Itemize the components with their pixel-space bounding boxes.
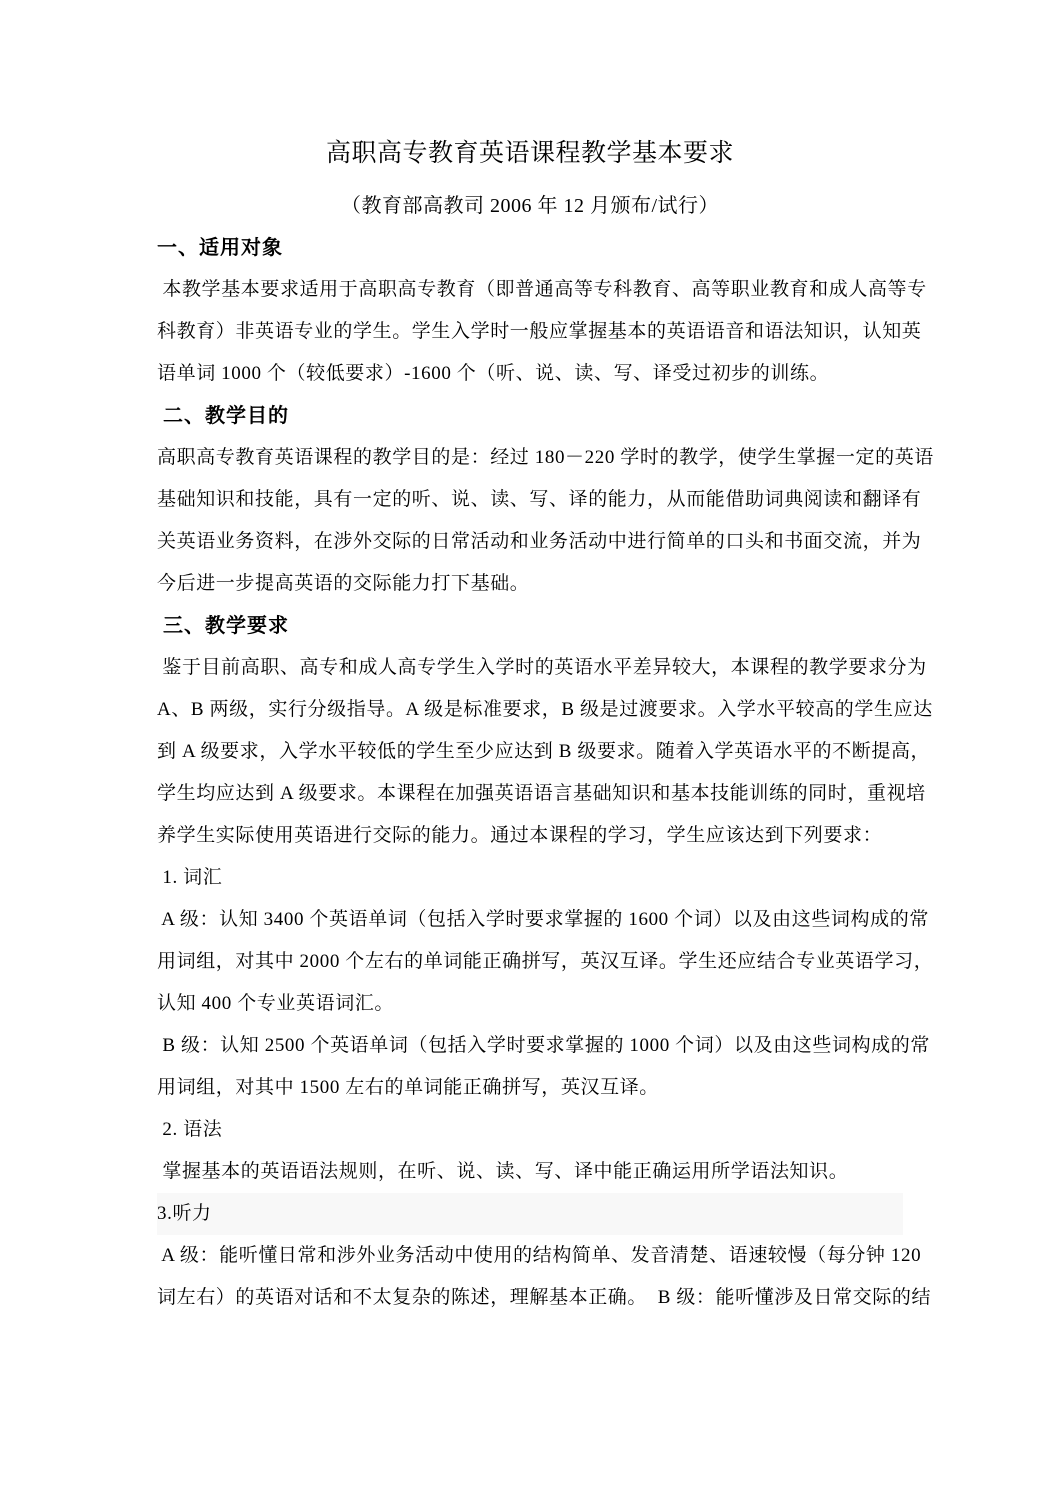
text-line: A 级：认知 3400 个英语单词（包括入学时要求掌握的 1600 个词）以及由这些词构成的常	[157, 909, 929, 930]
text-line: 关英语业务资料，在涉外交际的日常活动和业务活动中进行简单的口头和书面交流，并为	[157, 531, 922, 552]
section-heading-3: 三、教学要求	[157, 615, 289, 637]
text-line: 学生均应达到 A 级要求。本课程在加强英语语言基础知识和基本技能训练的同时，重视培	[157, 783, 926, 804]
text-line: 认知 400 个专业英语词汇。	[157, 993, 395, 1014]
text-line: 到 A 级要求，入学水平较低的学生至少应达到 B 级要求。随着入学英语水平的不断提高，	[157, 741, 931, 762]
document-title: 高职高专教育英语课程教学基本要求	[325, 140, 734, 167]
section-heading-2: 二、教学目的	[157, 405, 289, 427]
text-line: 基础知识和技能，具有一定的听、说、读、写、译的能力，从而能借助词典阅读和翻译有	[157, 489, 922, 510]
text-line: 高职高专教育英语课程的教学目的是：经过 180－220 学时的教学，使学生掌握一定的英语	[157, 447, 934, 468]
text-line: A、B 两级，实行分级指导。A 级是标准要求，B 级是过渡要求。入学水平较高的学生应达	[157, 699, 933, 720]
subsection-heading-vocabulary: 1. 词汇	[157, 867, 223, 888]
text-line: 用词组，对其中 1500 左右的单词能正确拼写，英汉互译。	[157, 1077, 659, 1098]
text-line: 鉴于目前高职、高专和成人高专学生入学时的英语水平差异较大，本课程的教学要求分为	[157, 657, 927, 678]
text-line: A 级：能听懂日常和涉外业务活动中使用的结构简单、发音清楚、语速较慢（每分钟 120	[157, 1245, 922, 1266]
document-body	[157, 227, 934, 1319]
text-line: 词左右）的英语对话和不太复杂的陈述，理解基本正确。 B 级：能听懂涉及日常交际的结	[157, 1287, 932, 1308]
section-heading-1: 一、适用对象	[157, 237, 283, 259]
text-line: 养学生实际使用英语进行交际的能力。通过本课程的学习，学生应该达到下列要求：	[157, 825, 883, 846]
document-subtitle: （教育部高教司 2006 年 12 月颁布/试行）	[340, 195, 720, 217]
text-line: 本教学基本要求适用于高职高专教育（即普通高等专科教育、高等职业教育和成人高等专	[157, 279, 927, 300]
text-line: 今后进一步提高英语的交际能力打下基础。	[157, 573, 530, 594]
text-line: 掌握基本的英语语法规则，在听、说、读、写、译中能正确运用所学语法知识。	[157, 1161, 849, 1182]
subsection-heading-listening: 3.听力	[157, 1193, 903, 1235]
text-line: 用词组，对其中 2000 个左右的单词能正确拼写，英汉互译。学生还应结合专业英语学习，	[157, 951, 934, 972]
text-line: 语单词 1000 个（较低要求）-1600 个（听、说、读、写、译受过初步的训练。	[157, 363, 830, 384]
text-line: 科教育）非英语专业的学生。学生入学时一般应掌握基本的英语语音和语法知识，认知英	[157, 321, 922, 342]
text-line: B 级：认知 2500 个英语单词（包括入学时要求掌握的 1000 个词）以及由这些词构成的常	[157, 1035, 930, 1056]
subsection-heading-grammar: 2. 语法	[157, 1119, 223, 1140]
